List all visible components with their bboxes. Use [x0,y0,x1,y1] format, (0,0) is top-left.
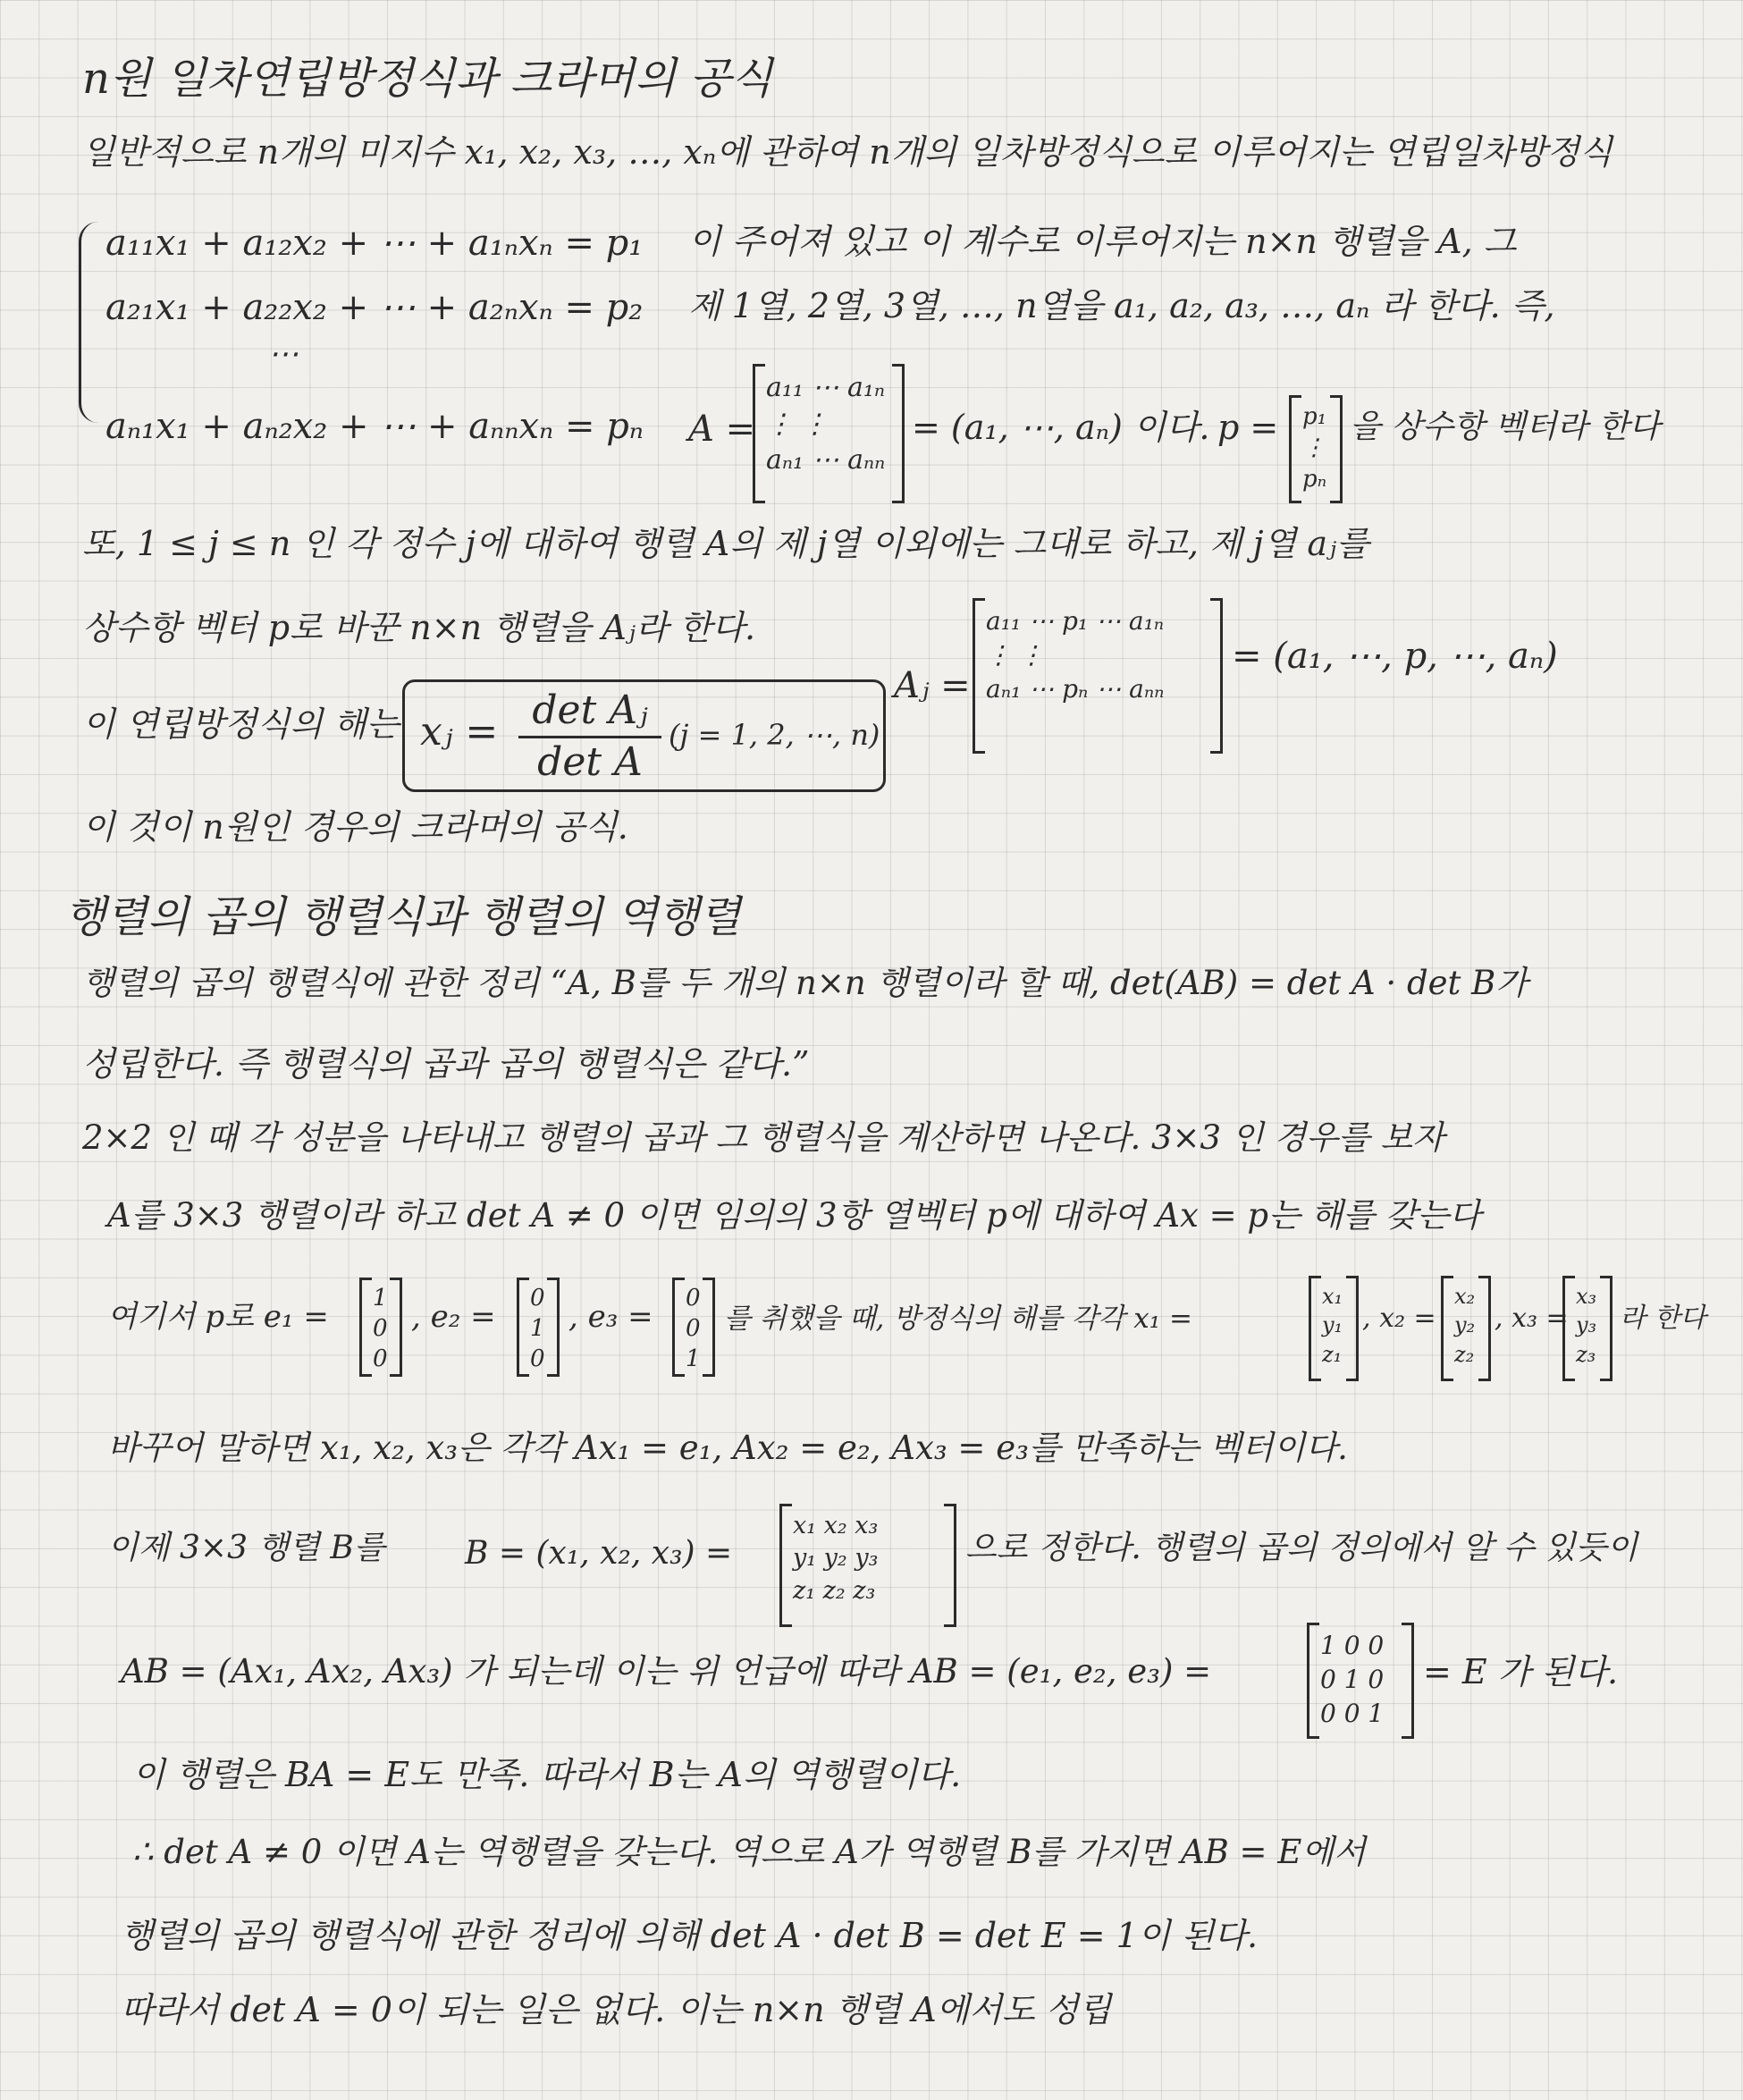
l7-c: 으로 정한다. 행렬의 곱의 정의에서 알 수 있듯이 [965,1530,1638,1566]
l5-a: 여기서 p로 e₁ = [107,1299,329,1335]
unit-vector-e3 [672,1280,715,1374]
line-conclusion: 따라서 det A = 0이 되는 일은 없다. 이는 n×n 행렬 A에서도 성립 [121,1990,1112,2029]
aj-eq-right: = (a₁, ⋯, p, ⋯, aₙ) [1232,636,1558,677]
matrix-row: z₃ [1576,1341,1596,1367]
equation-2: a₂₁x₁ + a₂₂x₂ + ⋯ + a₂ₙxₙ = p₂ [105,287,644,328]
matrix-row: ⋮ ⋮ [986,639,1044,670]
cramer-conclusion: 이 것이 n원인 경우의 크라머의 공식. [82,807,628,847]
matrix-row: y₁ y₂ y₃ [793,1544,879,1573]
matrix-row: 0 0 1 [1320,1698,1385,1728]
matrix-row: 1 [373,1285,388,1311]
line-inverse: 이 행렬은 BA = E도 만족. 따라서 B는 A의 역행렬이다. [132,1755,962,1794]
l5-c: , e₃ = [568,1299,653,1335]
line-det-product: 행렬의 곱의 행렬식에 관한 정리에 의해 det A · det B = det E = 1이 된다. [121,1916,1259,1955]
line-restated: 바꾸어 말하면 x₁, x₂, x₃은 각각 Ax₁ = e₁, Ax₂ = e₂, Ax₃ = e₃를 만족하는 벡터이다. [107,1429,1348,1467]
matrix-row: x₁ x₂ x₃ [793,1512,879,1539]
solution-prefix: 이 연립방정식의 해는 [82,704,400,744]
p-eq-left: p = [1217,408,1279,447]
matrix-row: aₙ₁ ⋯ pₙ ⋯ aₙₙ [986,673,1165,704]
theorem-line-1: 행렬의 곱의 행렬식에 관한 정리 “A, B를 두 개의 n×n 행렬이라 할 때, det(AB) = det A · det B가 [82,964,1528,1002]
matrix-row: y₃ [1576,1312,1597,1338]
matrix-row: 0 [373,1345,388,1372]
matrix-row: a₁₁ ⋯ p₁ ⋯ a₁ₙ [986,606,1165,636]
unit-vector-e1 [359,1280,402,1374]
matrix-row: 1 [686,1345,701,1372]
matrix-row: 1 [530,1314,545,1342]
matrix-row: a₁₁ ⋯ a₁ₙ [766,372,886,403]
matrix-row: 0 [373,1314,388,1342]
matrix-row: pₙ [1302,466,1327,493]
line-2x2: 2×2 인 때 각 성분을 나타내고 행렬의 곱과 그 행렬식을 계산하면 나온다. 3×3 인 경우를 보자 [82,1118,1444,1157]
solution-variable: xⱼ = [420,709,499,755]
l8-a: AB = (Ax₁, Ax₂, Ax₃) 가 되는데 이는 위 언급에 따라 AB = (e₁, e₂, e₃) = [121,1652,1212,1691]
matrix-row: x₂ [1454,1284,1476,1309]
matrix-row: z₁ [1322,1341,1343,1367]
solution-vector-x3 [1562,1278,1612,1379]
matrix-row: p₁ [1302,403,1327,430]
matrix-row: 1 0 0 [1320,1631,1385,1660]
a-eq-left: A = [688,409,756,450]
matrix-row: 0 [686,1285,701,1311]
matrix-row: ⋮ ⋮ [766,408,829,440]
matrix-row: 0 [530,1345,545,1372]
matrix-row: z₂ [1454,1341,1475,1367]
line-3x3: A를 3×3 행렬이라 하고 det A ≠ 0 이면 임의의 3항 열벡터 p에 대하여 Ax = p는 해를 갖는다 [107,1196,1482,1235]
matrix-row: 0 1 0 [1320,1664,1385,1694]
system-brace [79,222,101,423]
p-eq-right: 을 상수항 벡터라 한다 [1350,409,1661,445]
matrix-aj [973,601,1223,751]
matrix-row: x₁ [1322,1284,1343,1309]
matrix-row: 0 [686,1314,701,1342]
l5-f: , x₃ = [1495,1303,1569,1334]
equation-1: a₁₁x₁ + a₁₂x₂ + ⋯ + a₁ₙxₙ = p₁ [105,223,644,264]
desc-line-1: 이 주어져 있고 이 계수로 이루어지는 n×n 행렬을 A, 그 [688,222,1517,261]
line-aj: 상수항 벡터 p로 바꾼 n×n 행렬을 Aⱼ라 한다. [82,608,756,647]
l5-g: 라 한다 [1620,1303,1706,1334]
constant-vector-p [1289,398,1343,501]
unit-vector-e2 [517,1280,560,1374]
l5-e: , x₂ = [1362,1303,1436,1334]
l8-b: = E 가 된다. [1423,1652,1619,1691]
equation-n: aₙ₁x₁ + aₙ₂x₂ + ⋯ + aₙₙxₙ = pₙ [105,406,644,447]
matrix-row: 0 [530,1285,545,1311]
l7-b: B = (x₁, x₂, x₃) = [465,1535,733,1572]
matrix-row: x₃ [1576,1284,1597,1309]
matrix-row: aₙ₁ ⋯ aₙₙ [766,444,886,476]
aj-eq-left: Aⱼ = [894,665,971,706]
matrix-b [779,1506,956,1624]
solution-vector-x2 [1441,1278,1491,1379]
identity-matrix [1307,1625,1414,1736]
line-therefore: ∴ det A ≠ 0 이면 A는 역행렬을 갖는다. 역으로 A가 역행렬 B를 가지면 AB = E에서 [132,1833,1366,1871]
l7-a: 이제 3×3 행렬 B를 [107,1530,385,1566]
fraction-numerator: det Aⱼ [532,687,648,733]
matrix-row: z₁ z₂ z₃ [793,1576,876,1605]
section2-title: 행렬의 곱의 행렬식과 행렬의 역행렬 [64,892,741,942]
section1-intro: 일반적으로 n개의 미지수 x₁, x₂, x₃, …, xₙ에 관하여 n개의 일차방정식으로 이루어지는 연립일차방정식 [82,132,1612,172]
l5-d: 를 취했을 때, 방정식의 해를 각각 x₁ = [724,1303,1193,1335]
a-eq-right: = (a₁, ⋯, aₙ) 이다. [912,408,1210,447]
matrix-row: y₁ [1322,1312,1343,1338]
solution-range: (j = 1, 2, ⋯, n) [669,718,880,752]
fraction-denominator: det A [537,738,643,785]
coefficient-matrix-a [753,367,905,501]
equation-dots: ⋯ [268,336,299,372]
solution-vector-x1 [1309,1278,1359,1379]
line-j: 또, 1 ≤ j ≤ n 인 각 정수 j에 대하여 행렬 A의 제 j열 이외에는 그대로 하고, 제 j열 aⱼ를 [82,524,1369,563]
theorem-line-2: 성립한다. 즉 행렬식의 곱과 곱의 행렬식은 같다.” [82,1044,810,1084]
desc-line-2: 제 1열, 2열, 3열, …, n열을 a₁, a₂, a₃, …, aₙ 라 한다. 즉, [688,286,1555,325]
l5-b: , e₂ = [411,1299,496,1335]
matrix-row: ⋮ [1302,434,1326,462]
cramer-fraction [518,688,661,785]
section1-title: n원 일차연립방정식과 크라머의 공식 [82,54,773,104]
fraction-bar [518,736,661,738]
matrix-row: y₂ [1454,1312,1476,1338]
